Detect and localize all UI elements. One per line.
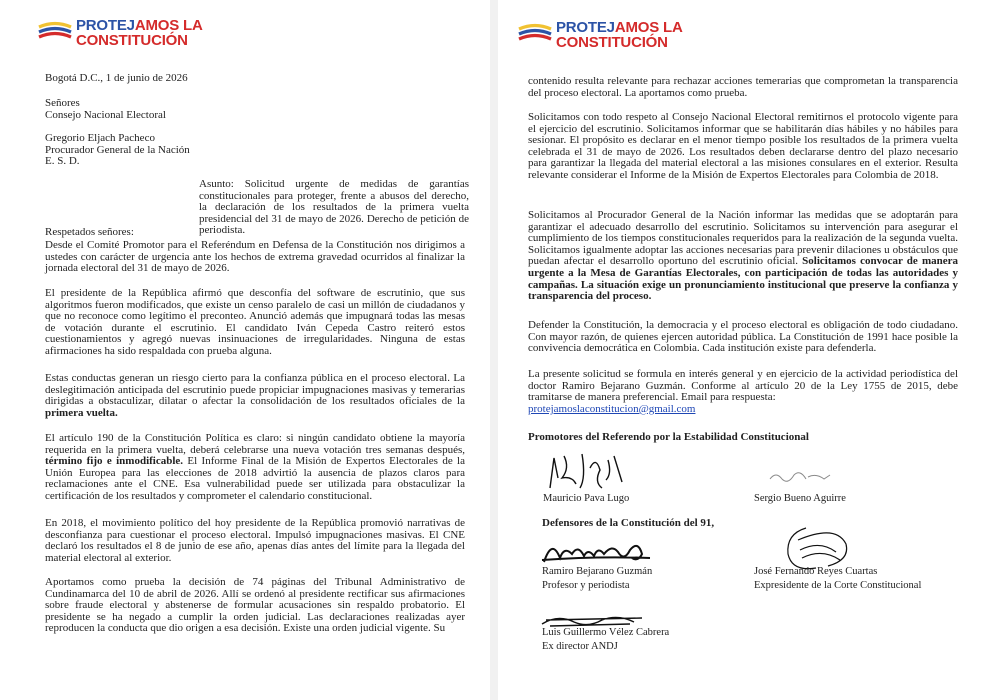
- logo-text-1a: PROTEJ: [76, 17, 135, 34]
- recipient-line: Señores: [45, 97, 80, 109]
- signer-name: Sergio Bueno Aguirre: [754, 493, 846, 504]
- logo-text-1a: PROTEJ: [556, 19, 615, 36]
- recipient-procurador: [45, 133, 445, 168]
- paragraph: [528, 210, 958, 303]
- signature-sergio-bueno: [766, 465, 836, 489]
- signer-role: Ex director ANDJ: [542, 641, 618, 652]
- page-gutter: [490, 0, 498, 700]
- paragraph: [45, 373, 465, 419]
- paragraph-text: El Informe Final de la Misión de Expertos Electorales de la Unión Europea para las elecciones de 2018 advirtió la ausencia de plazos claros para reclamaciones ante el CNE. Esa vulnerabilidad puede ser utilizada para obstaculizar la certificación de los resultados y comprometer el calendario constitucional.: [45, 455, 466, 502]
- email-link[interactable]: protejamoslaconstitucion@gmail.com: [528, 402, 696, 415]
- letter-date: Bogotá D.C., 1 de junio de 2026: [45, 72, 188, 84]
- protejamos-logo: [518, 20, 683, 50]
- paragraph-text: Solicitamos al Procurador General de la Nación informar las medidas que se adoptarán para garantizar el adecuado desarrollo del escrutinio. Solicitamos su intervención para asegurar el cumplimiento de los tiempos constitucionales requeridos para la realización de la segunda vuelta. Solicitamos igualmente adoptar las acciones necesarias para prevenir dilaciones u obstáculos que puedan afectar el desarrollo oportuno del escrutinio oficial.: [528, 209, 958, 268]
- signer-name: José Fernando Reyes Cuartas: [754, 566, 878, 577]
- recipient-line: E. S. D.: [45, 155, 80, 168]
- logo-text-2: CONSTITUCIÓN: [76, 32, 188, 49]
- logo-text-1b: AMOS LA: [614, 19, 683, 36]
- protejamos-logo: [38, 18, 203, 48]
- paragraph-text: El artículo 190 de la Constitución Política es claro: si ningún candidato obtiene la mayoría requerida en la primera vuelta, deberá celebrarse una nueva votación tres semanas después,: [45, 432, 465, 456]
- flag-waves-icon: [38, 21, 72, 45]
- paragraph: El presidente de la República afirmó que desconfía del software de escrutinio, que sus algoritmos fueron modificados, que existe un censo paralelo de casi un millón de ciudadanos y que no reconoce como legítimo el preconteo. Anunció además que impugnará todas las mesas de votación durante el escrutinio. El candidato Iván Cepeda Castro reiteró estos cuestionamientos y agregó nuevas insinuaciones de irregularidades. Ninguna de estas afirmaciones ha sido respaldada con prueba alguna.: [45, 287, 465, 357]
- paragraph-text: Estas conductas generan un riesgo cierto para la confianza pública en el proceso electoral. La deslegitimación anticipada del escrutinio puede propiciar impugnaciones masivas y temerarias dirigidas a obstaculizar, dilatar o afectar la consolidación de los resultados oficiales de la: [45, 372, 465, 408]
- defenders-heading: Defensores de la Constitución del 91,: [542, 517, 715, 529]
- signature-mauricio-pava: [542, 448, 642, 494]
- letter-page-1: [0, 0, 490, 700]
- paragraph-bold: primera vuelta.: [45, 406, 118, 419]
- recipient-line: Procurador General de la Nación: [45, 143, 190, 156]
- paragraph: Solicitamos con todo respeto al Consejo Nacional Electoral remitirnos el protocolo vigente para el ejercicio del escrutinio. Solicitamos informar que se habilitarán días hábiles y no hábiles para sesionar. El propósito es declarar en el menor tiempo posible los resultados de la primera vuelta celebrada el 31 de mayo de 2026. Los resultados deben declararse dentro del plazo necesario para garantizar la llegada del material electoral a las misiones consulares en el exterior. Resulta relevante considerar el Informe de la Misión de Expertos Electorales para Colombia de 2018.: [528, 111, 958, 181]
- signer-name: Mauricio Pava Lugo: [543, 493, 630, 504]
- subject-line: Asunto: Solicitud urgente de medidas de garantías constitucionales para proteger, frente a abusos del derecho, la declaración de los resultados de la primera vuelta presidencial del 31 de mayo de 2026. Derecho de petición de periodista.: [199, 178, 469, 237]
- paragraph: Aportamos como prueba la decisión de 74 páginas del Tribunal Administrativo de Cundinamarca del 10 de abril de 2026. Allí se ordenó al presidente rectificar sus afirmaciones sobre fraude electoral y abstenerse de formular acusaciones sin respaldo probatorio. El presidente se ha negado a cumplir la orden judicial. Las declaraciones realizadas ayer reproducen la conducta que dio origen a esa decisión. Existe una orden judicial vigente. Su: [45, 576, 465, 635]
- signer-name: Luis Guillermo Vélez Cabrera: [542, 627, 670, 638]
- signer-role: Profesor y periodista: [542, 580, 630, 591]
- paragraph: [45, 433, 465, 503]
- signer-role: Expresidente de la Corte Constitucional: [754, 580, 922, 591]
- paragraph: Defender la Constitución, la democracia y el proceso electoral es obligación de todo ciudadano. Con mayor razón, de quienes ejercen autoridad pública. La Constitución de 1991 hace posible la convivencia democrática en Colombia. Cada institución existe para defenderla.: [528, 319, 958, 355]
- paragraph: contenido resulta relevante para rechazar acciones temerarias que comprometan la transparencia del proceso electoral. La aportamos como prueba.: [528, 75, 958, 99]
- recipient-cne: [45, 98, 445, 121]
- paragraph-bold: término fijo e inmodificable.: [45, 455, 184, 468]
- paragraph: [528, 369, 958, 415]
- logo-text-1b: AMOS LA: [134, 17, 203, 34]
- paragraph-bold: Solicitamos convocar de manera urgente a la Mesa de Garantías Electorales, con participación de todas las autoridades y campañas. La situación exige un pronunciamiento institucional que preserve la confianza y transparencia del proceso.: [528, 255, 958, 303]
- signer-name: Ramiro Bejarano Guzmán: [542, 566, 653, 577]
- paragraph: Desde el Comité Promotor para el Referéndum en Defensa de la Constitución nos dirigimos a ustedes con carácter de urgencia ante los hechos de extrema gravedad ocurridos al finalizar la jornada electoral del 31 de mayo de 2026.: [45, 239, 465, 275]
- logo-text-2: CONSTITUCIÓN: [556, 34, 668, 51]
- recipient-line: Gregorio Eljach Pacheco: [45, 132, 155, 144]
- paragraph: En 2018, el movimiento político del hoy presidente de la República promovió narrativas de desconfianza para cuestionar el proceso electoral. Impulsó impugnaciones masivas. El CNE declaró los resultados el 8 de junio de ese año, apenas días antes del límite para la llegada del material electoral al exterior.: [45, 517, 465, 564]
- signature-ramiro-bejarano: [538, 532, 658, 570]
- greeting: Respetados señores:: [45, 226, 134, 238]
- flag-waves-icon: [518, 23, 552, 47]
- letter-page-2: [498, 0, 1000, 700]
- promoters-heading: Promotores del Referendo por la Estabilidad Constitucional: [528, 431, 809, 443]
- recipient-line: Consejo Nacional Electoral: [45, 108, 166, 121]
- paragraph-text: La presente solicitud se formula en interés general y en ejercicio de la actividad periodística del doctor Ramiro Bejarano Guzmán. Conforme al artículo 20 de la Ley 1755 de 2015, debe tramitarse de manera preferencial. Email para respuesta:: [528, 368, 958, 404]
